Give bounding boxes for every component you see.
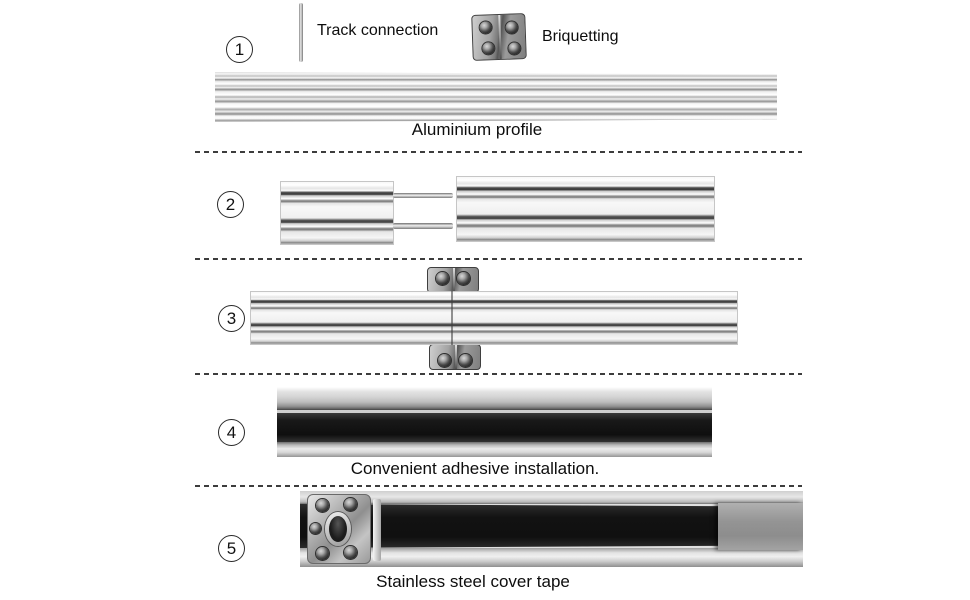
step-4-badge — [218, 419, 245, 446]
caption-cover-tape: Stainless steel cover tape — [376, 572, 570, 591]
step-3-number: 3 — [226, 309, 237, 328]
aluminium-profile-image — [215, 72, 777, 122]
joined-profile-image — [250, 291, 738, 345]
step-5-badge — [218, 535, 245, 562]
adhesive-strip — [277, 413, 712, 442]
step-4-row — [0, 374, 970, 485]
profile-joint-seam — [451, 291, 453, 345]
screw-icon — [479, 21, 491, 33]
screw-icon — [344, 546, 357, 559]
caption-aluminium-profile: Aluminium profile — [411, 120, 543, 139]
screw-icon — [505, 21, 517, 33]
step-2-badge — [217, 191, 244, 218]
end-clamp-edge — [373, 499, 381, 561]
track-connection-pin-icon — [299, 3, 303, 62]
plate-seam — [455, 345, 457, 369]
screw-icon — [310, 523, 321, 534]
end-plate — [307, 494, 371, 564]
oval-slot-opening — [329, 516, 347, 542]
step-3-badge — [218, 305, 245, 332]
step-3-row — [0, 259, 970, 374]
connector-plate-top — [427, 267, 479, 293]
step-5-number: 5 — [226, 539, 237, 558]
caption-adhesive-installation: Convenient adhesive installation. — [350, 459, 600, 478]
screw-icon — [482, 42, 494, 54]
screw-icon — [316, 547, 329, 560]
profile-segment-right-image — [456, 176, 715, 242]
track-connection-label: Track connection — [317, 22, 439, 39]
connector-plate-bottom — [429, 344, 481, 370]
screw-icon — [457, 272, 470, 285]
briquetting-label: Briquetting — [542, 28, 619, 45]
briquetting-connector-icon — [471, 13, 527, 61]
profile-top-rail — [277, 387, 712, 410]
plate-seam — [498, 15, 502, 59]
screw-icon — [459, 354, 472, 367]
oval-slot-icon — [325, 512, 351, 546]
screw-icon — [316, 499, 329, 512]
plate-seam — [453, 268, 455, 292]
connection-pin-icon — [393, 223, 453, 229]
profile-segment-left-image — [280, 181, 394, 245]
screw-icon — [508, 42, 520, 54]
step-2-row — [0, 152, 970, 259]
step-5-row — [0, 486, 970, 600]
screw-icon — [438, 354, 451, 367]
connection-pin-icon — [393, 193, 453, 198]
step-1-row — [0, 0, 970, 152]
cover-tape-closeup-image — [300, 491, 803, 567]
screw-icon — [344, 498, 357, 511]
stainless-cover-tape — [718, 503, 803, 550]
step-1-number: 1 — [234, 40, 245, 59]
profile-bottom-rail — [277, 442, 712, 457]
adhesive-profile-image — [277, 387, 712, 457]
step-4-number: 4 — [226, 423, 237, 442]
step-1-badge — [226, 36, 253, 63]
screw-icon — [436, 272, 449, 285]
step-2-number: 2 — [225, 195, 236, 214]
